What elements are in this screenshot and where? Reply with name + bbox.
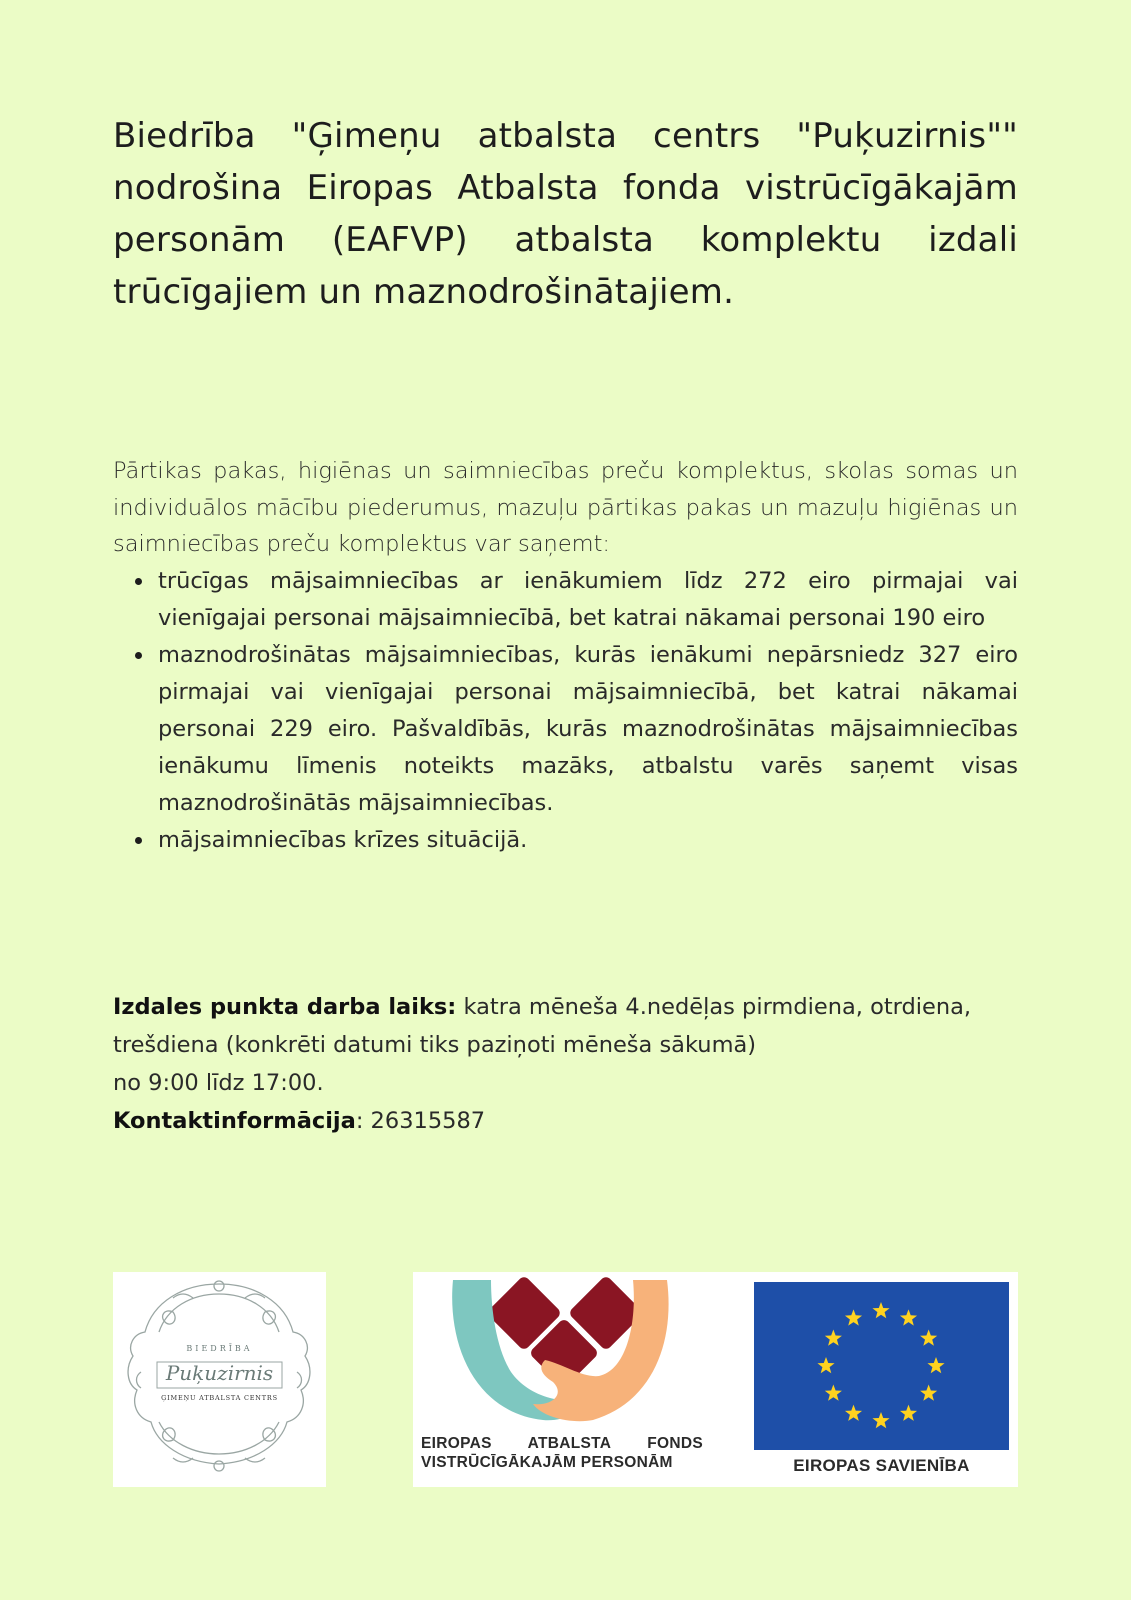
opening-hours-label: Izdales punkta darba laiks: bbox=[113, 994, 457, 1020]
list-item: mājsaimniecības krīzes situācijā. bbox=[113, 822, 1018, 859]
eu-star-icon bbox=[825, 1385, 842, 1401]
helping-hands-icon bbox=[413, 1272, 713, 1432]
fund-caption-word: FONDS bbox=[647, 1435, 703, 1452]
contact-label: Kontaktinformācija bbox=[113, 1108, 356, 1134]
list-item: maznodrošinātas mājsaimniecības, kurās ienākumi nepārsniedz 327 eiro pirmajai vai vienīgajai personai mājsaimniecībā, bet katrai nākamai personai 229 eiro. Pašvaldībās, kurās maznodrošinātas mājsaimniecības ienākumu līmenis noteikts mazāks, atbalstu varēs saņemt visas maznodrošinātās mājsaimniecības. bbox=[113, 637, 1018, 822]
eu-star-icon bbox=[817, 1357, 834, 1373]
opening-hours bbox=[113, 988, 1018, 1064]
eu-fund-logos bbox=[413, 1272, 1018, 1487]
pukuzirnis-logo bbox=[113, 1272, 326, 1487]
pukuzirnis-bottom-text: ĢIMEŅU ATBALSTA CENTRS bbox=[161, 1394, 278, 1402]
eu-star-icon bbox=[920, 1385, 937, 1401]
eu-star-icon bbox=[872, 1412, 889, 1428]
fund-caption-word: EIROPAS bbox=[421, 1435, 492, 1452]
pukuzirnis-name: Puķuzirnis bbox=[165, 1361, 274, 1385]
eu-caption: EIROPAS SAVIENĪBA bbox=[793, 1456, 970, 1475]
fund-caption bbox=[421, 1434, 703, 1472]
eu-star-icon bbox=[927, 1357, 944, 1373]
contact-info bbox=[113, 1102, 1018, 1140]
pukuzirnis-top-text: BIEDRĪBA bbox=[186, 1344, 253, 1353]
eu-flag-icon bbox=[754, 1282, 1009, 1450]
fund-caption-line2: VISTRŪCĪGĀKAJĀM PERSONĀM bbox=[421, 1454, 673, 1471]
contact-phone: : 26315587 bbox=[355, 1108, 486, 1134]
list-item: trūcīgas mājsaimniecības ar ienākumiem līdz 272 eiro pirmajai vai vienīgajai personai mājsaimniecībā, bet katrai nākamai personai 190 eiro bbox=[113, 563, 1018, 637]
eu-star-icon bbox=[900, 1309, 917, 1325]
opening-hours-text: katra mēneša 4.nedēļas pirmdiena, otrdiena, trešdiena (konkrēti datumi tiks paziņoti mēneša sākumā) bbox=[113, 994, 972, 1058]
fund-caption-word: ATBALSTA bbox=[527, 1435, 612, 1452]
distribution-info bbox=[113, 988, 1018, 1140]
intro-paragraph: Pārtikas pakas, higiēnas un saimniecības preču komplektus, skolas somas un individuālos mācību piederumus, mazuļu pārtikas pakas un mazuļu higiēnas un saimniecības preču komplektus var saņemt: bbox=[113, 458, 1018, 557]
eu-star-icon bbox=[845, 1405, 862, 1421]
eligibility-list bbox=[113, 563, 1018, 859]
eu-stars-icon bbox=[754, 1282, 1009, 1450]
eu-star-icon bbox=[845, 1309, 862, 1325]
headline: Biedrība "Ģimeņu atbalsta centrs "Puķuzirnis"" nodrošina Eiropas Atbalsta fonda vistrūcīgākajām personām (EAFVP) atbalsta komplektu izdali trūcīgajiem un maznodrošinātajiem. bbox=[113, 116, 1018, 312]
eu-star-icon bbox=[825, 1330, 842, 1346]
eu-star-icon bbox=[900, 1405, 917, 1421]
eu-star-icon bbox=[920, 1330, 937, 1346]
opening-time: no 9:00 līdz 17:00. bbox=[113, 1070, 324, 1096]
eu-star-icon bbox=[872, 1302, 889, 1318]
